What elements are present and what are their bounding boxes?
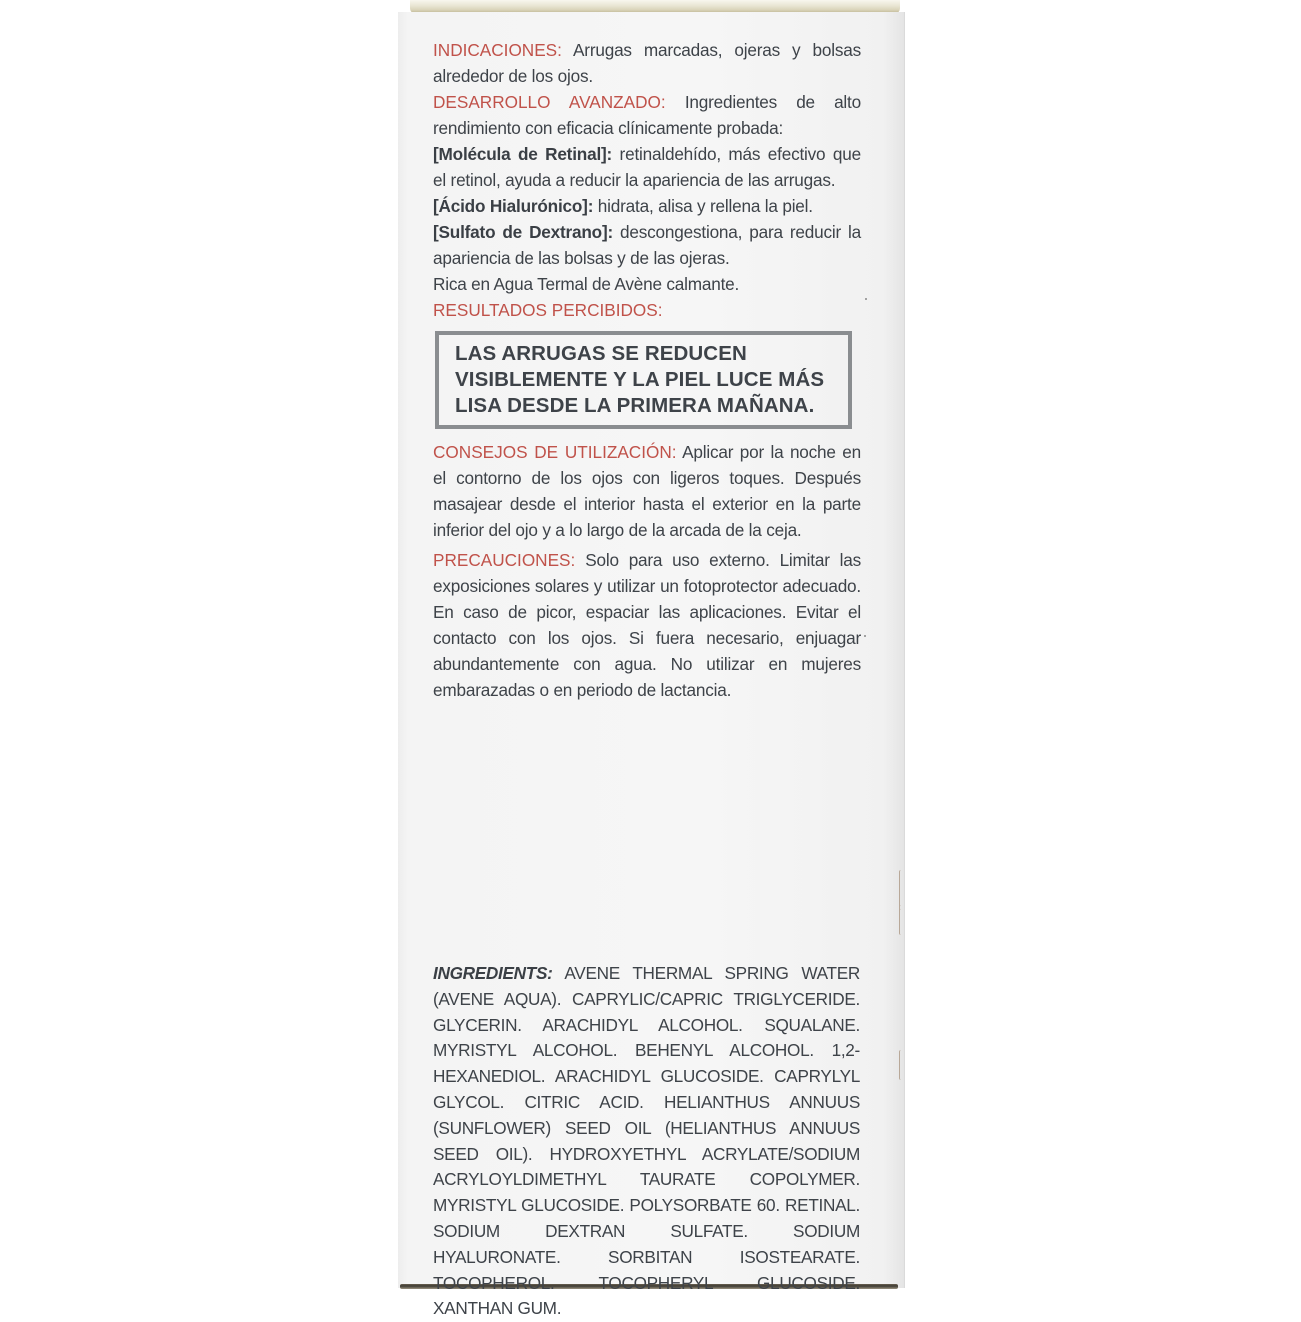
- consejos-text: Aplicar por la noche en el contorno de los ojos con ligeros toques. Después masajear desde el interior hasta el exterior en la parte inferior del ojo y a lo largo de la arcada de la ceja.: [433, 442, 861, 540]
- print-speck: [864, 635, 866, 637]
- active-ingredient-retinal: [433, 141, 861, 193]
- results-claim-line: LAS ARRUGAS SE REDUCEN: [455, 342, 747, 365]
- active-ingredient-term: [Molécula de Retinal]:: [433, 144, 613, 164]
- indicaciones-section: [433, 37, 861, 89]
- desarrollo-heading: DESARROLLO AVANZADO:: [433, 92, 666, 112]
- active-ingredient-desc: descongestiona, para reducir la apariencia de las bolsas y de las ojeras.: [433, 222, 861, 268]
- box-edge-print-mark: [899, 870, 903, 910]
- box-edge-print-mark: [899, 1050, 903, 1080]
- precauciones-heading: PRECAUCIONES:: [433, 550, 576, 570]
- ingredients-label: INGREDIENTS:: [433, 963, 553, 983]
- desarrollo-text: Ingredientes de alto rendimiento con eficacia clínicamente probada:: [433, 92, 861, 138]
- box-edge-print-mark: [899, 905, 903, 935]
- active-ingredient-hialuronico: [433, 193, 861, 219]
- results-claim-line: VISIBLEMENTE Y LA PIEL LUCE MÁS: [455, 368, 825, 391]
- print-speck: [865, 298, 867, 300]
- active-ingredient-term: [Ácido Hialurónico]:: [433, 196, 594, 216]
- ingredients-list: [433, 961, 860, 1322]
- resultados-heading: RESULTADOS PERCIBIDOS:: [433, 300, 663, 320]
- consejos-section: [433, 439, 861, 543]
- active-ingredient-desc: retinaldehído, más efectivo que el retinol, ayuda a reducir la apariencia de las arrugas.: [433, 144, 861, 190]
- indicaciones-heading: INDICACIONES:: [433, 40, 562, 60]
- product-info-text: [433, 37, 861, 703]
- indicaciones-text: Arrugas marcadas, ojeras y bolsas alrededor de los ojos.: [433, 40, 861, 86]
- ingredients-text: AVENE THERMAL SPRING WATER (AVENE AQUA). CAPRYLIC/CAPRIC TRIGLYCERIDE. GLYCERIN. ARACHIDYL ALCOHOL. SQUALANE. MYRISTYL ALCOHOL. BEHENYL ALCOHOL. 1,2-HEXANEDIOL. ARACHIDYL GLUCOSIDE. CAPRYLYL GLYCOL. CITRIC ACID. HELIANTHUS ANNUUS (SUNFLOWER) SEED OIL (HELIANTHUS ANNUUS SEED OIL). HYDROXYETHYL ACRYLATE/SODIUM ACRYLOYLDIMETHYL TAURATE COPOLYMER. MYRISTYL GLUCOSIDE. POLYSORBATE 60. RETINAL. SODIUM DEXTRAN SULFATE. SODIUM HYALURONATE. SORBITAN ISOSTEARATE. TOCOPHEROL. TOCOPHERYL GLUCOSIDE. XANTHAN GUM.: [433, 963, 860, 1319]
- resultados-section: [433, 297, 861, 323]
- consejos-heading: CONSEJOS DE UTILIZACIÓN:: [433, 442, 677, 462]
- precauciones-section: [433, 547, 861, 703]
- agua-termal-note: Rica en Agua Termal de Avène calmante.: [433, 274, 740, 294]
- desarrollo-section: [433, 89, 861, 141]
- results-claim-box: [435, 331, 852, 429]
- active-ingredient-dextrano: [433, 219, 861, 271]
- active-ingredient-desc: hidrata, alisa y rellena la piel.: [593, 196, 813, 216]
- results-claim-line: LISA DESDE LA PRIMERA MAÑANA.: [455, 394, 815, 417]
- precauciones-text: Solo para uso externo. Limitar las exposiciones solares y utilizar un fotoprotector adecuado. En caso de picor, espaciar las aplicaciones. Evitar el contacto con los ojos. Si fuera necesario, enjuagar abundantemente con agua. No utilizar en mujeres embarazadas o en periodo de lactancia.: [433, 550, 861, 700]
- active-ingredient-term: [Sulfato de Dextrano]:: [433, 222, 614, 242]
